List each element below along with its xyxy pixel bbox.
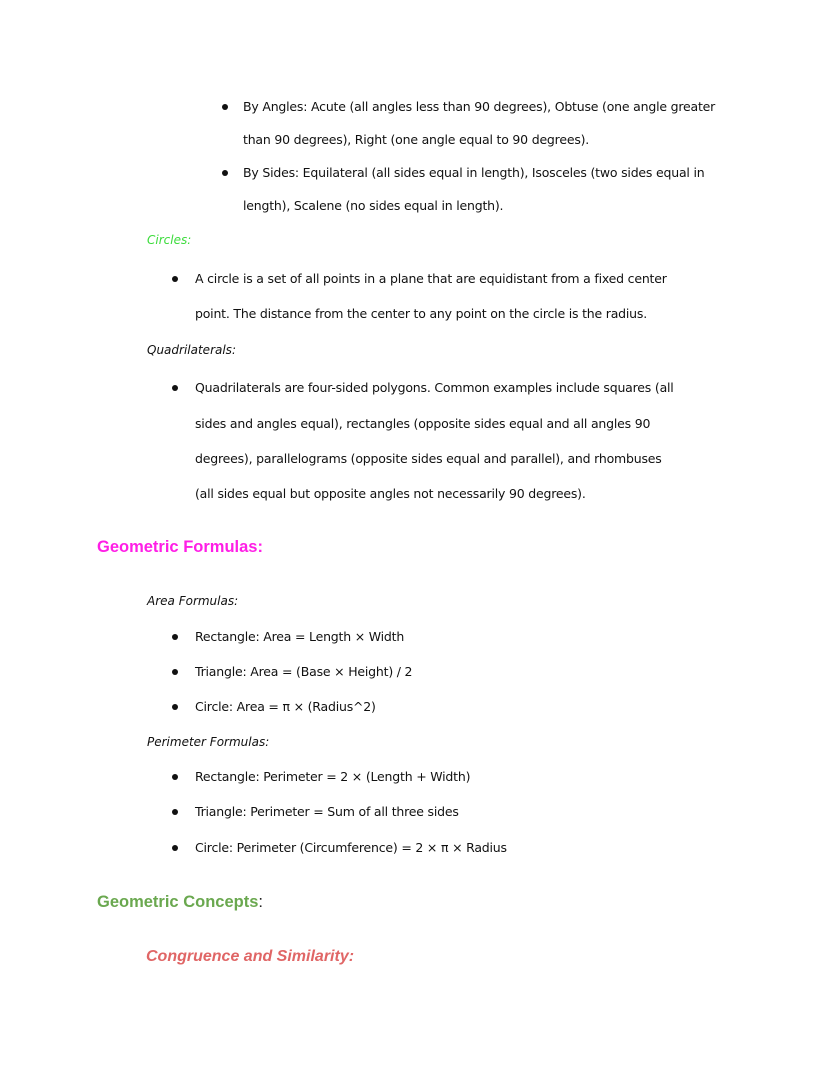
geometric-concepts-heading <box>97 893 263 912</box>
area-formulas-heading: Area Formulas: <box>147 594 239 608</box>
geometric-formulas-heading: Geometric Formulas: <box>97 538 263 556</box>
bullet-dot <box>172 634 178 640</box>
perimeter-formulas-heading: Perimeter Formulas: <box>147 735 270 749</box>
quadrilaterals-line-3: degrees), parallelograms (opposite sides equal and parallel), and rhombuses <box>195 451 662 466</box>
circles-line-2: point. The distance from the center to any point on the circle is the radius. <box>195 306 647 321</box>
circles-line-1: A circle is a set of all points in a plane that are equidistant from a fixed center <box>195 271 667 286</box>
area-formula-rectangle: Rectangle: Area = Length × Width <box>195 629 405 644</box>
bullet-dot <box>172 774 178 780</box>
circles-heading: Circles: <box>147 233 192 247</box>
area-formula-circle: Circle: Area = π × (Radius^2) <box>195 699 376 714</box>
angles-classification-line-1: By Angles: Acute (all angles less than 90 degrees), Obtuse (one angle greater <box>243 99 716 114</box>
bullet-dot <box>172 704 178 710</box>
perimeter-formula-triangle: Triangle: Perimeter = Sum of all three sides <box>195 804 459 819</box>
area-formula-triangle: Triangle: Area = (Base × Height) / 2 <box>195 664 413 679</box>
sides-classification-line-1: By Sides: Equilateral (all sides equal in length), Isosceles (two sides equal in <box>243 165 705 180</box>
quadrilaterals-line-1: Quadrilaterals are four-sided polygons. Common examples include squares (all <box>195 380 674 395</box>
bullet-dot <box>172 809 178 815</box>
geometric-concepts-colon: : <box>258 893 263 911</box>
bullet-dot <box>222 170 228 176</box>
geometric-concepts-label: Geometric Concepts <box>97 893 259 911</box>
quadrilaterals-heading: Quadrilaterals: <box>147 343 236 357</box>
bullet-dot <box>172 669 178 675</box>
perimeter-formula-rectangle: Rectangle: Perimeter = 2 × (Length + Width) <box>195 769 471 784</box>
bullet-dot <box>222 104 228 110</box>
bullet-dot <box>172 385 178 391</box>
angles-classification-line-2: than 90 degrees), Right (one angle equal to 90 degrees). <box>243 132 590 147</box>
perimeter-formula-circle: Circle: Perimeter (Circumference) = 2 × π × Radius <box>195 840 507 855</box>
quadrilaterals-line-4: (all sides equal but opposite angles not necessarily 90 degrees). <box>195 486 586 501</box>
congruence-similarity-heading: Congruence and Similarity: <box>146 948 355 965</box>
sides-classification-line-2: length), Scalene (no sides equal in length). <box>243 198 504 213</box>
quadrilaterals-line-2: sides and angles equal), rectangles (opposite sides equal and all angles 90 <box>195 416 651 431</box>
bullet-dot <box>172 845 178 851</box>
bullet-dot <box>172 276 178 282</box>
